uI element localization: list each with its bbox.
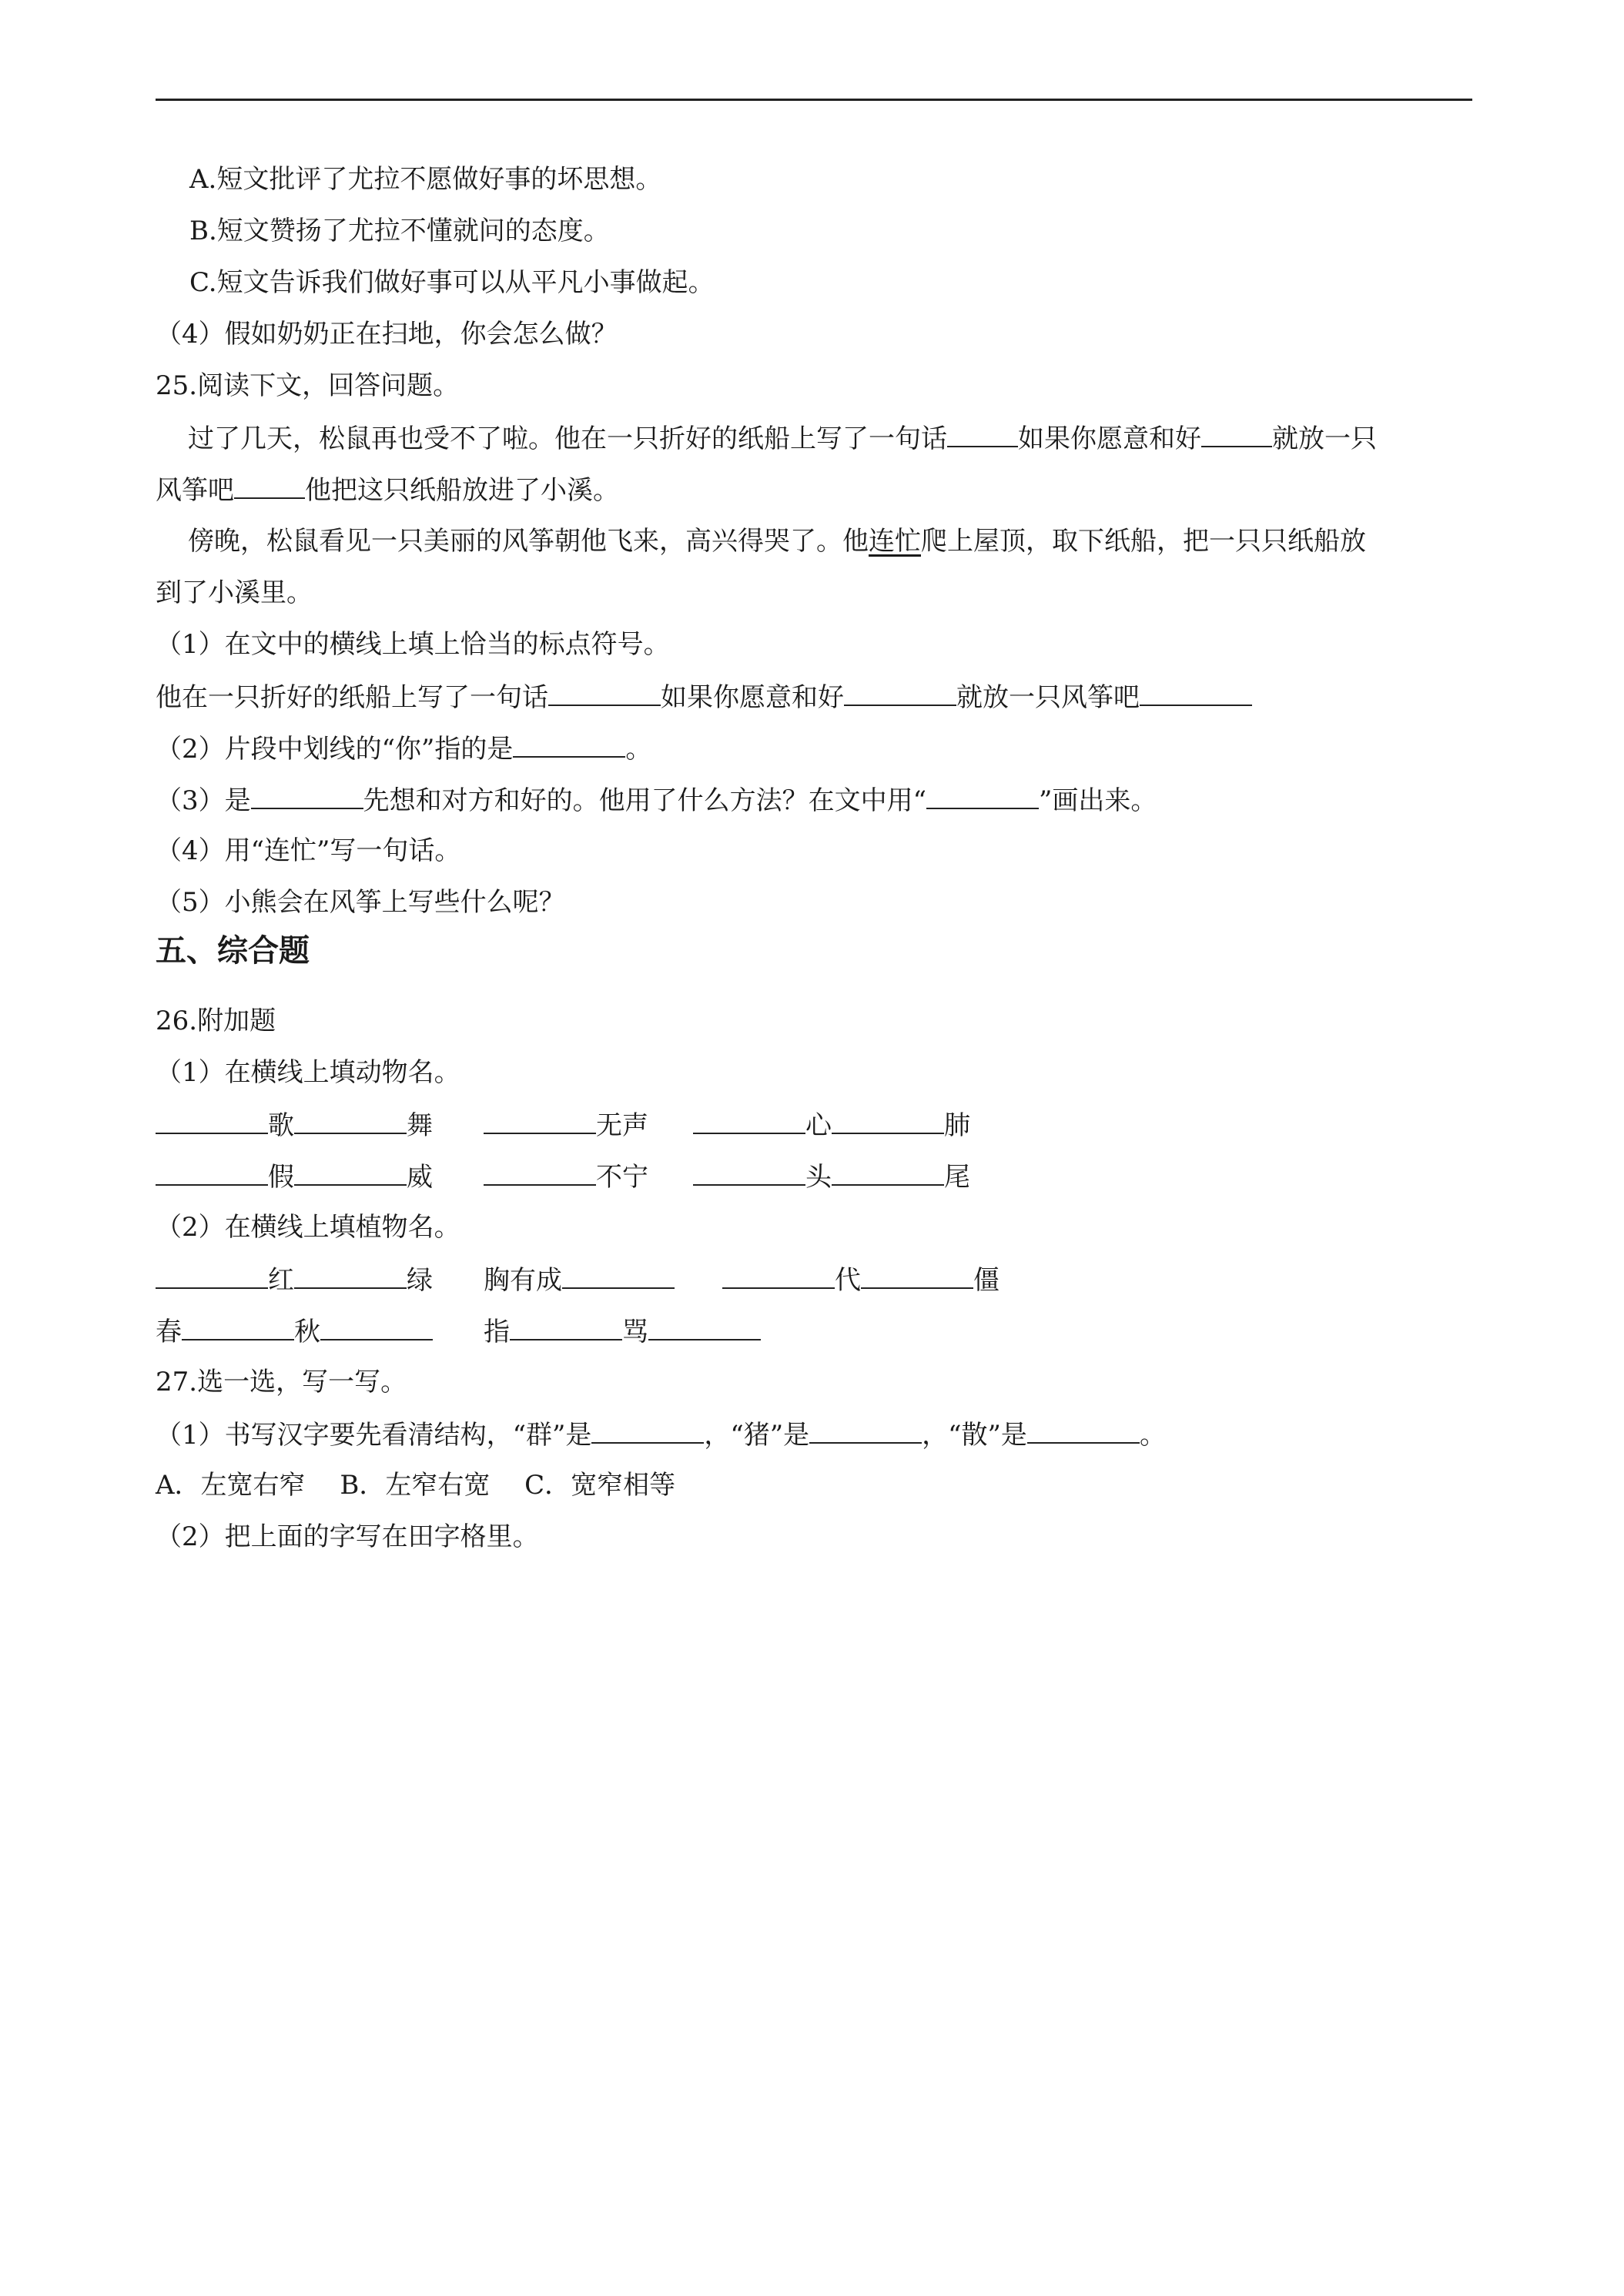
passage-text: 他把这只纸船放进了小溪。 <box>305 475 619 506</box>
passage-line-1 <box>188 420 1377 457</box>
item-text: 不宁 <box>596 1162 648 1193</box>
q25-sub-5: （5）小熊会在风筝上写些什么呢？ <box>156 887 565 918</box>
fill-item <box>693 1158 970 1195</box>
option-b: B.短文赞扬了尤拉不懂就问的态度。 <box>189 216 610 246</box>
item-text: 心 <box>805 1110 832 1141</box>
option-a: A.短文批评了尤拉不愿做好事的坏思想。 <box>189 164 662 195</box>
q27-sub-2: （2）把上面的字写在田字格里。 <box>156 1521 539 1552</box>
blank[interactable] <box>844 678 956 706</box>
item-text: 尾 <box>944 1162 970 1193</box>
blank[interactable] <box>182 1313 294 1340</box>
line-text: ，“散”是 <box>922 1420 1027 1451</box>
item-text: 指 <box>484 1317 510 1347</box>
passage-text: 过了几天，松鼠再也受不了啦。他在一只折好的纸船上写了一句话 <box>188 423 947 454</box>
question-24-4: （4）假如奶奶正在扫地，你会怎么做？ <box>156 319 618 350</box>
q25-sub-2 <box>156 730 651 767</box>
blank[interactable] <box>947 420 1018 447</box>
line-text: 先想和对方和好的。他用了什么方法？在文中用“ <box>363 785 927 816</box>
fill-item <box>156 1261 433 1298</box>
question-25-title: 25.阅读下文，回答问题。 <box>156 370 460 401</box>
passage-text: 就放一只 <box>1272 423 1377 454</box>
blank[interactable] <box>1201 420 1272 447</box>
blank[interactable] <box>693 1106 805 1134</box>
fill-item <box>484 1106 648 1143</box>
fill-item <box>722 1261 1000 1298</box>
q26-sub-2: （2）在横线上填植物名。 <box>156 1212 460 1243</box>
blank[interactable] <box>251 782 363 809</box>
item-text: 秋 <box>294 1317 320 1347</box>
passage-text: 爬上屋顶，取下纸船，把一只只纸船放 <box>921 526 1366 557</box>
blank[interactable] <box>294 1106 407 1134</box>
fill-item <box>156 1313 433 1350</box>
item-text: 胸有成 <box>484 1265 562 1296</box>
line-text: （1）书写汉字要先看清结构，“群”是 <box>156 1420 592 1451</box>
question-26-title: 26.附加题 <box>156 1006 276 1036</box>
blank[interactable] <box>809 1416 922 1444</box>
item-text: 舞 <box>407 1110 433 1141</box>
q25-sub-3 <box>156 782 1157 818</box>
item-text: 春 <box>156 1317 182 1347</box>
line-text: （3）是 <box>156 785 251 816</box>
fill-item <box>484 1313 761 1350</box>
fill-item <box>693 1106 970 1143</box>
blank[interactable] <box>722 1261 835 1289</box>
line-text: 。 <box>1139 1420 1166 1451</box>
blank[interactable] <box>156 1158 268 1186</box>
item-text: 无声 <box>596 1110 648 1141</box>
blank[interactable] <box>320 1313 433 1340</box>
blank[interactable] <box>1027 1416 1140 1444</box>
line-text: 就放一只风筝吧 <box>956 682 1140 713</box>
line-text: ”画出来。 <box>1039 785 1157 816</box>
blank[interactable] <box>562 1261 675 1289</box>
fill-item <box>484 1158 648 1195</box>
header-rule <box>156 99 1472 101</box>
item-text: 假 <box>268 1162 294 1193</box>
underlined-word: 连忙 <box>869 526 921 557</box>
passage-text: 傍晚，松鼠看见一只美丽的风筝朝他飞来，高兴得哭了。他 <box>188 526 869 557</box>
item-text: 肺 <box>944 1110 970 1141</box>
blank[interactable] <box>510 1313 622 1340</box>
blank[interactable] <box>234 471 305 499</box>
line-text: （2）片段中划线的“你”指的是 <box>156 734 514 765</box>
item-text: 头 <box>805 1162 832 1193</box>
blank[interactable] <box>156 1261 268 1289</box>
item-text: 红 <box>268 1265 294 1296</box>
item-text: 威 <box>407 1162 433 1193</box>
item-text: 僵 <box>973 1265 1000 1296</box>
line-text: 如果你愿意和好 <box>661 682 844 713</box>
line-text: 他在一只折好的纸船上写了一句话 <box>156 682 548 713</box>
blank[interactable] <box>548 678 661 706</box>
q27-options: A．左宽右窄 B．左窄右宽 C．宽窄相等 <box>156 1470 676 1501</box>
passage-line-2 <box>156 471 619 508</box>
passage-line-4: 到了小溪里。 <box>156 577 313 608</box>
blank[interactable] <box>591 1416 704 1444</box>
line-text: ，“猪”是 <box>704 1420 810 1451</box>
blank[interactable] <box>861 1261 973 1289</box>
fill-item <box>156 1106 433 1143</box>
blank[interactable] <box>513 730 625 758</box>
blank[interactable] <box>1140 678 1252 706</box>
passage-line-3 <box>188 524 1366 559</box>
item-text: 绿 <box>407 1265 433 1296</box>
item-text: 骂 <box>622 1317 648 1347</box>
blank[interactable] <box>484 1158 596 1186</box>
option-c: C.短文告诉我们做好事可以从平凡小事做起。 <box>189 267 715 298</box>
passage-text: 风筝吧 <box>156 475 234 506</box>
q26-sub-1: （1）在横线上填动物名。 <box>156 1057 460 1088</box>
blank[interactable] <box>156 1106 268 1134</box>
passage-text: 如果你愿意和好 <box>1018 423 1201 454</box>
q27-sub-1 <box>156 1416 1166 1453</box>
blank[interactable] <box>832 1158 944 1186</box>
line-text: 。 <box>625 734 652 765</box>
item-text: 歌 <box>268 1110 294 1141</box>
blank[interactable] <box>294 1158 407 1186</box>
blank[interactable] <box>693 1158 805 1186</box>
section-title: 五、综合题 <box>156 933 310 969</box>
fill-item <box>156 1158 433 1195</box>
question-27-title: 27.选一选，写一写。 <box>156 1367 407 1397</box>
blank[interactable] <box>484 1106 596 1134</box>
blank[interactable] <box>294 1261 407 1289</box>
q25-sub-1-line <box>156 678 1252 715</box>
q25-sub-1: （1）在文中的横线上填上恰当的标点符号。 <box>156 629 670 660</box>
item-text: 代 <box>835 1265 861 1296</box>
fill-item <box>484 1261 675 1298</box>
blank[interactable] <box>926 782 1039 809</box>
blank[interactable] <box>648 1313 761 1340</box>
blank[interactable] <box>832 1106 944 1134</box>
q25-sub-4: （4）用“连忙”写一句话。 <box>156 835 461 866</box>
